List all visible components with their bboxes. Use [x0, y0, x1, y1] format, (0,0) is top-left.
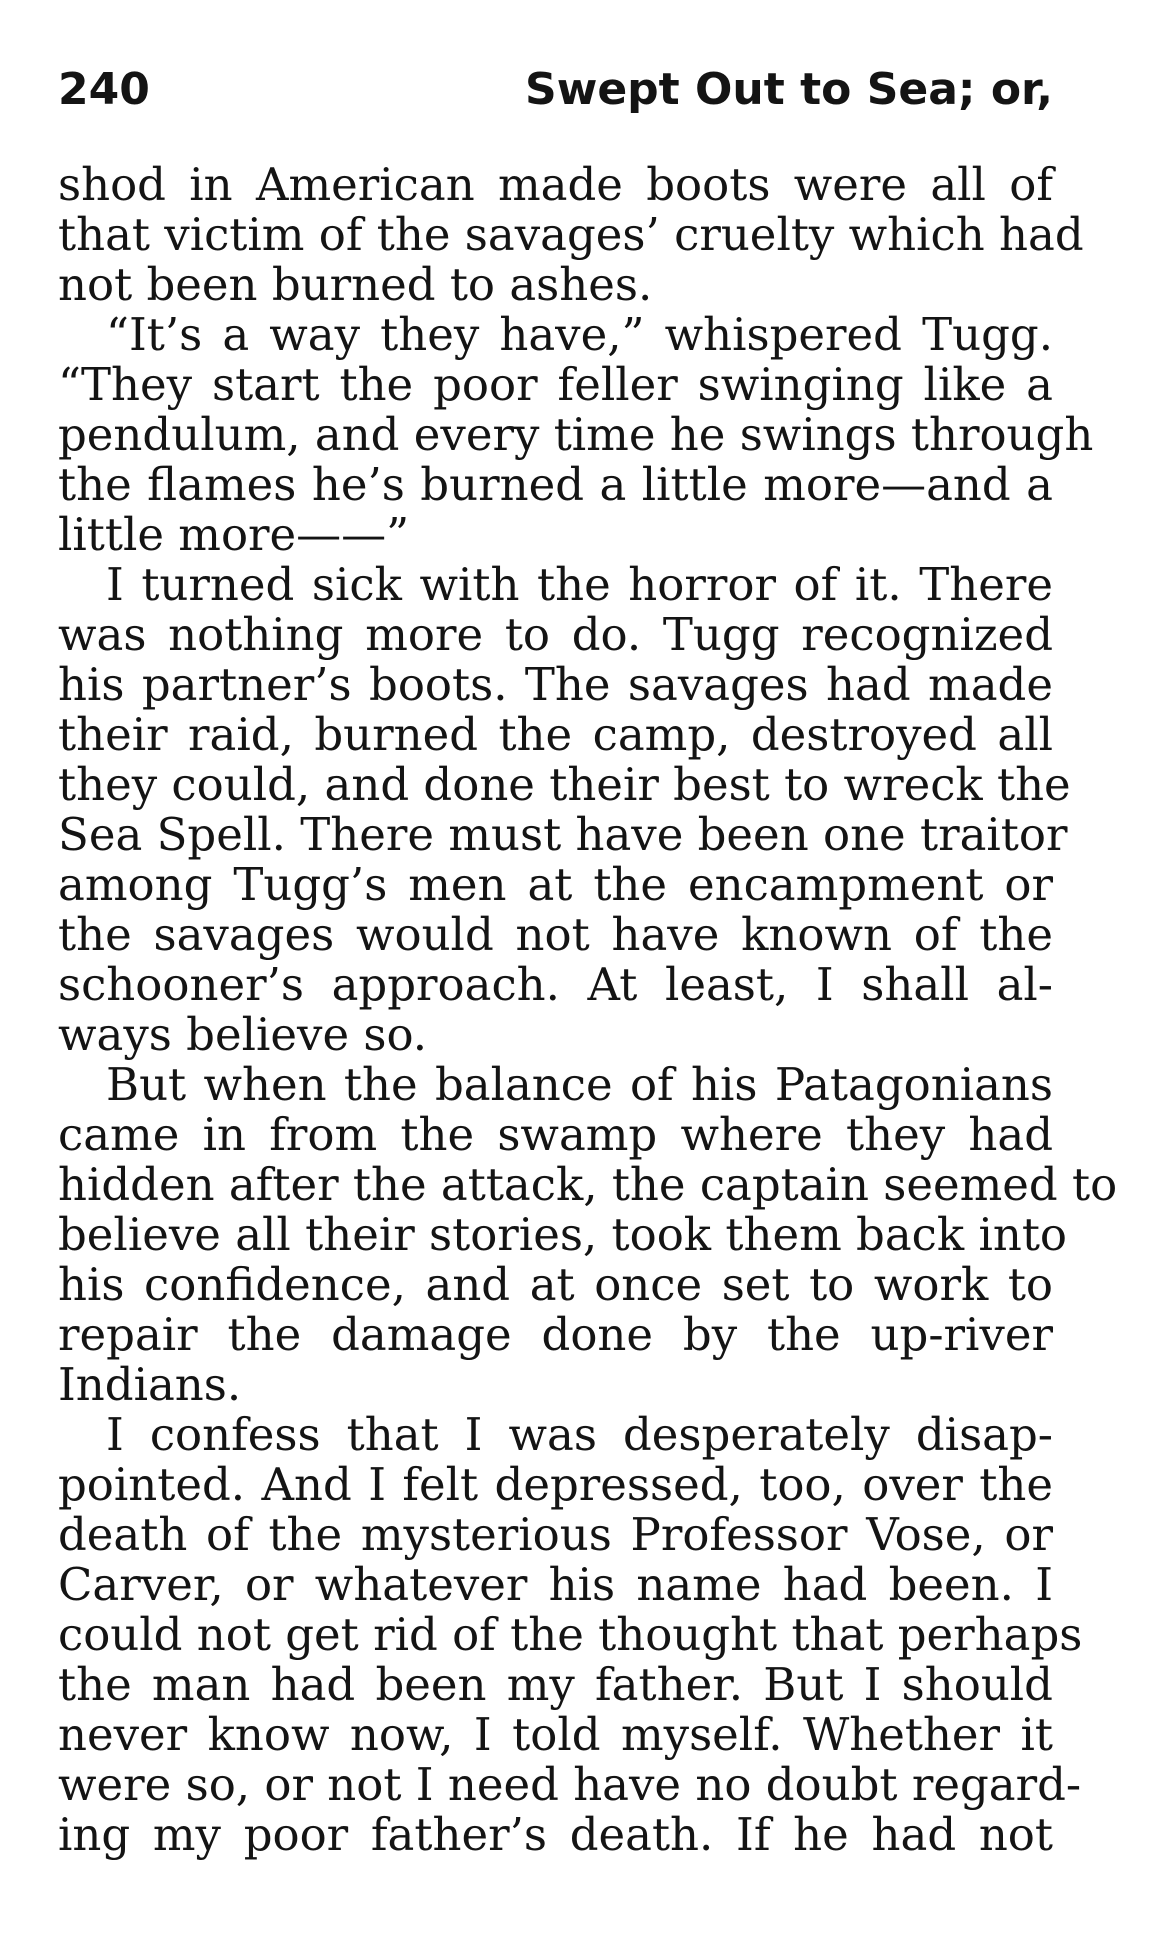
text-line: pendulum, and every time he swings through [58, 408, 1094, 461]
text-line: could not get rid of the thought that perhaps [58, 1608, 1083, 1661]
text-line: was nothing more to do. Tugg recognized [58, 608, 1053, 661]
text-line: “It’s a way they have,” whispered Tugg. [106, 308, 1053, 361]
text-line: the flames he’s burned a little more—and a [58, 458, 1053, 511]
text-line: among Tugg’s men at the encampment or [58, 858, 1053, 911]
text-line: ing my poor father’s death. If he had not [58, 1808, 1053, 1861]
text-line: believe all their stories, took them back into [58, 1208, 1068, 1261]
body-text [58, 158, 1118, 1861]
text-line: were so, or not I need have no doubt regard- [58, 1758, 1082, 1811]
text-line: not been burned to ashes. [58, 258, 653, 311]
text-line: “They start the poor feller swinging like a [58, 358, 1053, 411]
text-line: schooner’s approach. At least, I shall al- [58, 958, 1053, 1011]
text-line: came in from the swamp where they had [58, 1108, 1053, 1161]
text-line: Sea Spell. There must have been one traitor [58, 808, 1068, 861]
text-line: ways believe so. [58, 1008, 428, 1061]
text-line: his partner’s boots. The savages had made [58, 658, 1053, 711]
text-line: Indians. [58, 1358, 242, 1411]
text-line: repair the damage done by the up-river [58, 1308, 1053, 1361]
text-line: shod in American made boots were all of [58, 158, 1053, 211]
running-title: Swept Out to Sea; or, [525, 64, 1053, 115]
text-line: the man had been my father. But I should [58, 1658, 1053, 1711]
text-line: I confess that I was desperately disap- [106, 1408, 1053, 1461]
text-line: little more——” [58, 508, 410, 561]
page-number: 240 [58, 64, 150, 115]
text-line: hidden after the attack, the captain seemed to [58, 1158, 1118, 1211]
text-line: the savages would not have known of the [58, 908, 1053, 961]
text-line: that victim of the savages’ cruelty which had [58, 208, 1084, 261]
running-head [58, 55, 1053, 125]
text-line: his confidence, and at once set to work to [58, 1258, 1053, 1311]
text-line: death of the mysterious Professor Vose, or [58, 1508, 1053, 1561]
text-line: never know now, I told myself. Whether it [58, 1708, 1053, 1761]
text-line: I turned sick with the horror of it. There [106, 558, 1053, 611]
text-line: But when the balance of his Patagonians [106, 1058, 1053, 1111]
text-line: their raid, burned the camp, destroyed all [58, 708, 1053, 761]
text-line: Carver, or whatever his name had been. I [58, 1558, 1053, 1611]
text-line: pointed. And I felt depressed, too, over the [58, 1458, 1053, 1511]
text-line: they could, and done their best to wreck the [58, 758, 1071, 811]
